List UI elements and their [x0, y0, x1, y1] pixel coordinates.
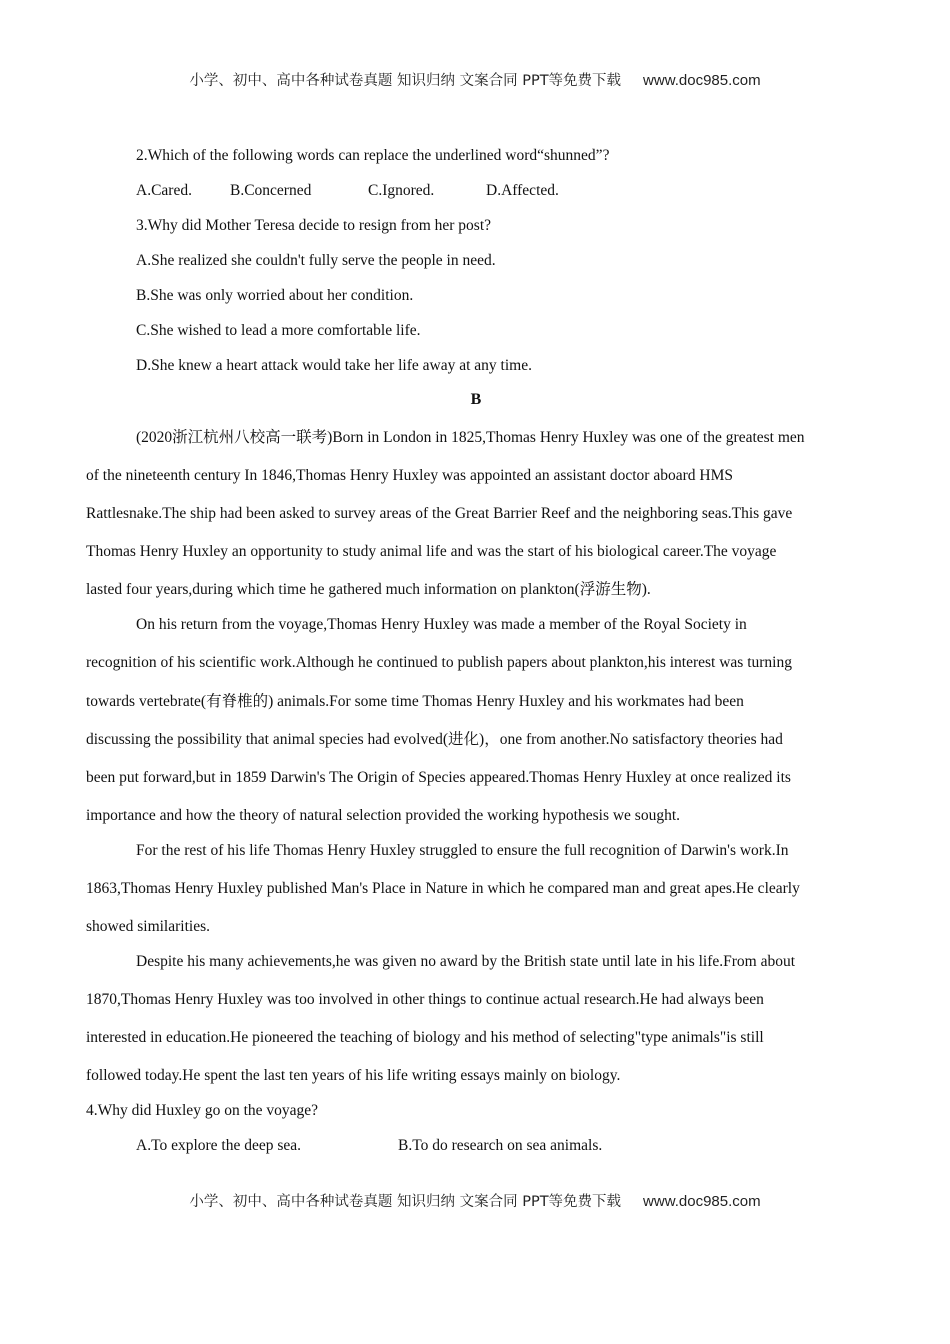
page-footer [0, 1190, 950, 1211]
question-3-stem: 3.Why did Mother Teresa decide to resign from her post? [136, 217, 492, 234]
passage-p1-line-1: (2020浙江杭州八校高一联考)Born in London in 1825,Thomas Henry Huxley was one of the greatest men [136, 429, 805, 446]
passage-p1-line-4: Thomas Henry Huxley an opportunity to study animal life and was the start of his biological career.The voyage [86, 543, 777, 560]
question-4-options [136, 1136, 836, 1156]
passage-p2-line-3: towards vertebrate(有脊椎的) animals.For some time Thomas Henry Huxley and his workmates had been [86, 693, 744, 710]
q4-option-b: B.To do research on sea animals. [398, 1137, 603, 1154]
q3-option-d: D.She knew a heart attack would take her life away at any time. [136, 357, 532, 374]
q2-option-c: C.Ignored. [368, 182, 435, 199]
passage-p1-line-5: lasted four years,during which time he gathered much information on plankton(浮游生物). [86, 581, 651, 598]
section-b-title: B [470, 391, 482, 408]
header-site-link[interactable]: www.doc985.com [643, 72, 761, 89]
q3-option-b: B.She was only worried about her condition. [136, 287, 414, 304]
footer-site-link[interactable]: www.doc985.com [643, 1193, 761, 1210]
header-text: 小学、初中、高中各种试卷真题 知识归纳 文案合同 PPT等免费下载 [189, 73, 622, 89]
q3-option-c: C.She wished to lead a more comfortable life. [136, 322, 421, 339]
passage-p4-line-2: 1870,Thomas Henry Huxley was too involved in other things to continue actual research.He had always been [86, 991, 764, 1008]
q4-option-a: A.To explore the deep sea. [136, 1137, 302, 1154]
passage-p4-line-1: Despite his many achievements,he was given no award by the British state until late in his life.From about [136, 953, 796, 970]
passage-p4-line-4: followed today.He spent the last ten years of his life writing essays mainly on biology. [86, 1067, 621, 1084]
passage-p3-line-1: For the rest of his life Thomas Henry Huxley struggled to ensure the full recognition of Darwin's work.In [136, 842, 789, 859]
question-2-options [136, 181, 836, 201]
question-4-stem: 4.Why did Huxley go on the voyage? [86, 1102, 319, 1119]
passage-p2-line-1: On his return from the voyage,Thomas Henry Huxley was made a member of the Royal Society in [136, 616, 747, 633]
q3-option-a: A.She realized she couldn't fully serve the people in need. [136, 252, 496, 269]
passage-p2-line-2: recognition of his scientific work.Although he continued to publish papers about plankton,his interest was turning [86, 654, 792, 671]
question-2-stem: 2.Which of the following words can replace the underlined word“shunned”? [136, 147, 610, 164]
q2-option-b: B.Concerned [230, 182, 312, 199]
passage-p3-line-2: 1863,Thomas Henry Huxley published Man's Place in Nature in which he compared man and great apes.He clearly [86, 880, 800, 897]
footer-text: 小学、初中、高中各种试卷真题 知识归纳 文案合同 PPT等免费下载 [189, 1194, 622, 1210]
passage-p2-line-6: importance and how the theory of natural selection provided the working hypothesis we sought. [86, 807, 681, 824]
page-header [0, 69, 950, 90]
passage-p2-line-5: been put forward,but in 1859 Darwin's The Origin of Species appeared.Thomas Henry Huxley at once realized its [86, 769, 791, 786]
passage-p2-line-4: discussing the possibility that animal species had evolved(进化)，one from another.No satisfactory theories had [86, 731, 783, 748]
passage-p4-line-3: interested in education.He pioneered the teaching of biology and his method of selecting"type animals"is still [86, 1029, 764, 1046]
passage-p1-line-3: Rattlesnake.The ship had been asked to survey areas of the Great Barrier Reef and the neighboring seas.This gave [86, 505, 793, 522]
q2-option-d: D.Affected. [486, 182, 559, 199]
passage-p3-line-3: showed similarities. [86, 918, 210, 935]
passage-p1-line-2: of the nineteenth century In 1846,Thomas Henry Huxley was appointed an assistant doctor aboard HMS [86, 467, 733, 484]
q2-option-a: A.Cared. [136, 182, 192, 199]
